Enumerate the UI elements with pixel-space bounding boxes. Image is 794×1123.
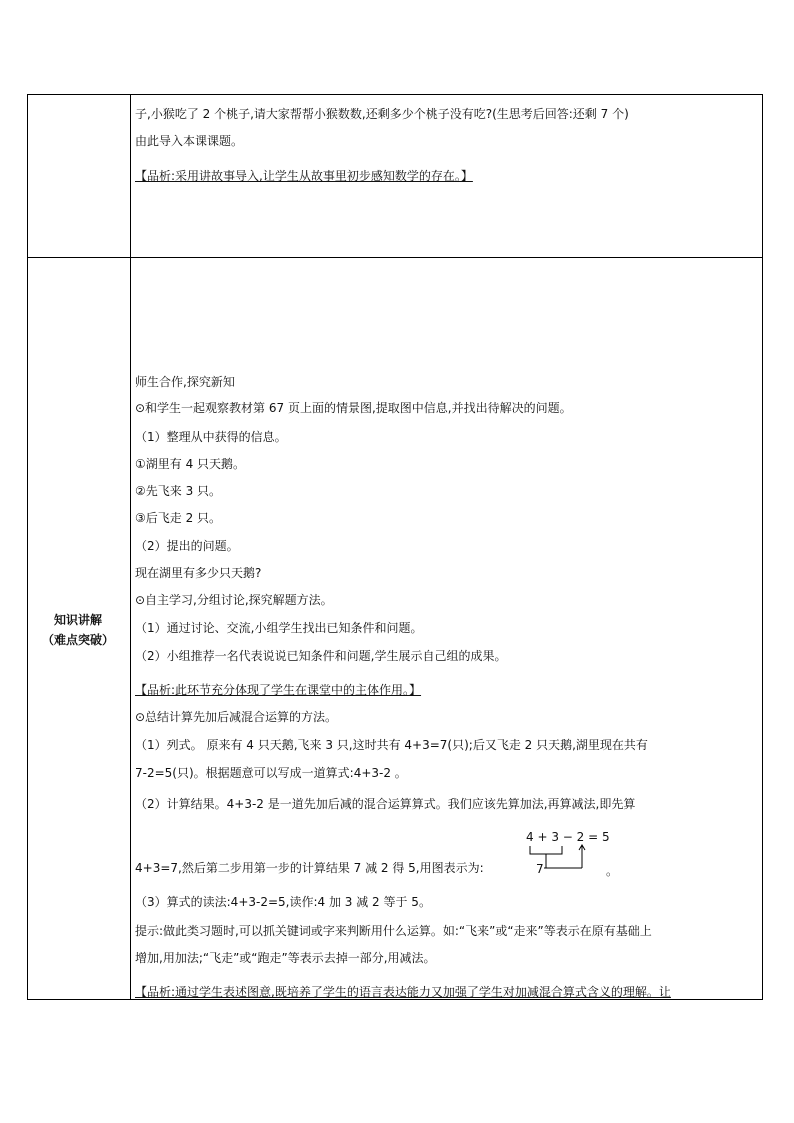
item-organize-info: （1）整理从中获得的信息。	[135, 430, 287, 444]
method-compute-line-2: 4+3=7,然后第二步用第一步的计算结果 7 减 2 得 5,用图表示为:	[135, 861, 484, 875]
analysis-note-1: 【品析:此环节充分体现了学生在课堂中的主体作用。】	[135, 683, 422, 697]
discussion-item-2: （2）小组推荐一名代表说说已知条件和问题,学生展示自己组的成果。	[135, 649, 507, 663]
tip-line-1: 提示:做此类习题时,可以抓关键词或字来判断用什么运算。如:“飞来”或“走来”等表示在原有基础上	[135, 924, 652, 938]
step-summarize: ⊙总结计算先加后减混合运算的方法。	[135, 710, 338, 724]
calculation-diagram	[520, 830, 670, 880]
info-item-2: ②先飞来 3 只。	[135, 484, 222, 498]
method-compute-line-1: （2）计算结果。4+3-2 是一道先加后减的混合运算算式。我们应该先算加法,再算减法,即先算	[135, 797, 636, 811]
method-formula-line-2: 7-2=5(只)。根据题意可以写成一道算式:4+3-2 。	[135, 766, 407, 780]
diagram-intermediate-result: 7	[536, 862, 544, 876]
info-item-3: ③后飞走 2 只。	[135, 511, 222, 525]
item-question: （2）提出的问题。	[135, 539, 239, 553]
method-formula-line-1: （1）列式。 原来有 4 只天鹅,飞来 3 只,这时共有 4+3=7(只);后又飞走 2 只天鹅,湖里现在共有	[135, 738, 648, 752]
step-observe: ⊙和学生一起观察教材第 67 页上面的情景图,提取图中信息,并找出待解决的问题。	[135, 401, 572, 415]
intro-line-1: 子,小猴吃了 2 个桃子,请大家帮帮小猴数数,还剩多少个桃子没有吃?(生思考后回答:还剩 7 个)	[135, 107, 629, 121]
tip-line-2: 增加,用加法;“飞走”或“跑走”等表示去掉一部分,用减法。	[135, 951, 436, 965]
intro-line-2: 由此导入本课课题。	[135, 134, 244, 148]
heading-cooperate: 师生合作,探究新知	[135, 375, 235, 389]
section-label-subtitle: （难点突破）	[41, 633, 114, 647]
question-text: 现在湖里有多少只天鹅?	[135, 566, 262, 580]
discussion-item-1: （1）通过讨论、交流,小组学生找出已知条件和问题。	[135, 621, 423, 635]
intro-analysis-note: 【品析:采用讲故事导入,让学生从故事里初步感知数学的存在。】	[135, 169, 473, 183]
info-item-1: ①湖里有 4 只天鹅。	[135, 457, 246, 471]
diagram-period: 。	[606, 864, 619, 878]
analysis-note-2: 【品析:通过学生表述图意,既培养了学生的语言表达能力又加强了学生对加减混合算式含义的理解。让	[135, 985, 671, 999]
method-reading: （3）算式的读法:4+3-2=5,读作:4 加 3 减 2 等于 5。	[135, 895, 431, 909]
section-label-title: 知识讲解	[53, 613, 102, 627]
diagram-expression: 4 + 3 − 2 = 5	[526, 830, 610, 844]
column-divider	[130, 258, 131, 999]
column-divider	[130, 95, 131, 257]
step-self-study: ⊙自主学习,分组讨论,探究解题方法。	[135, 593, 333, 607]
